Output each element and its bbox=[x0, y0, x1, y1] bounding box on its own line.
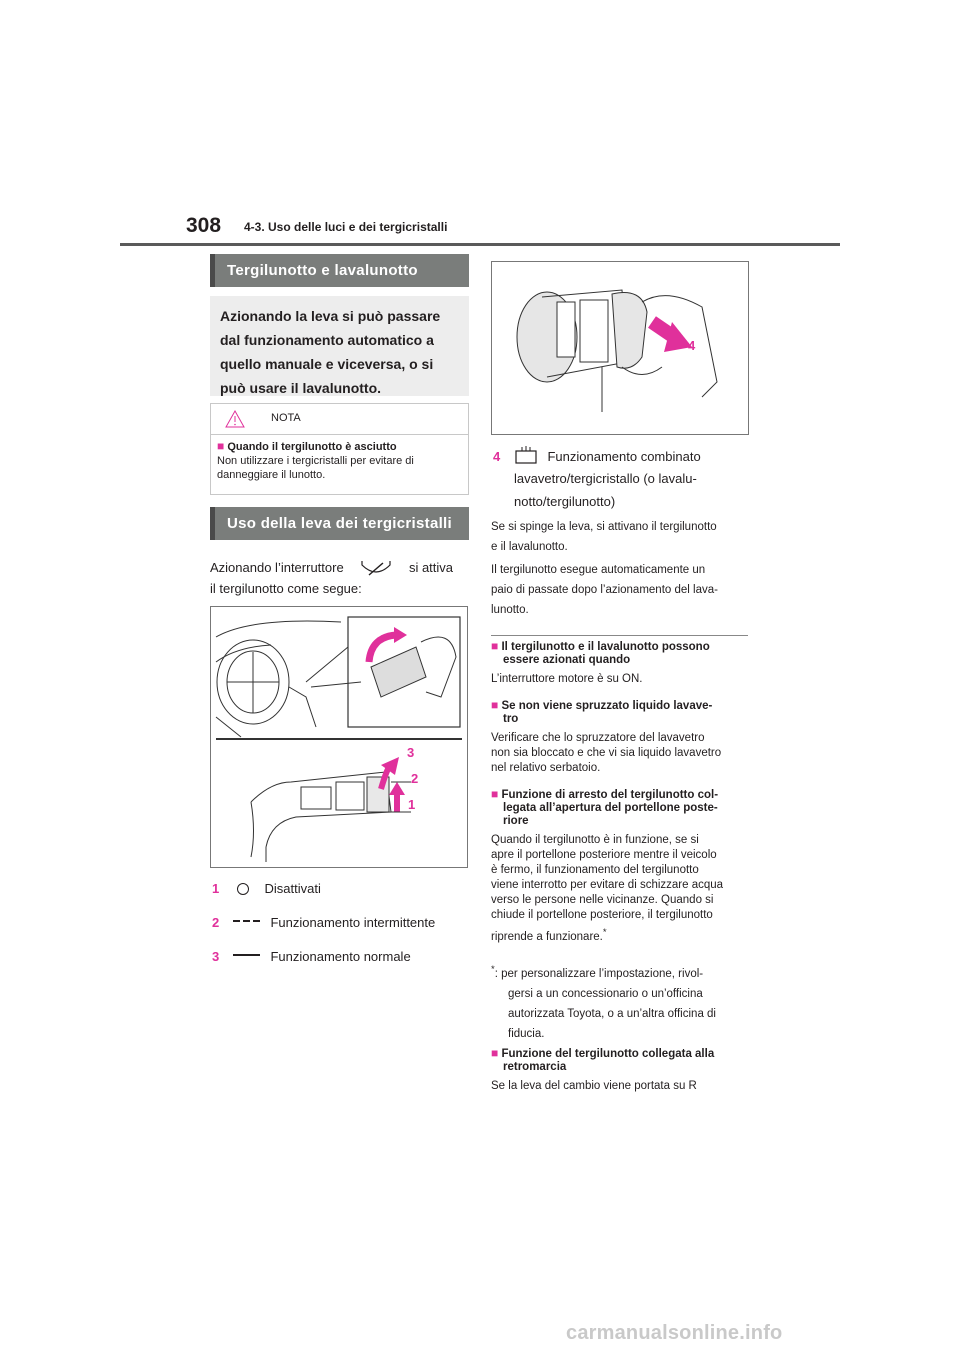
item-4 bbox=[493, 446, 753, 467]
note-3-body-5: verso le persone nelle vicinanze. Quando si bbox=[491, 894, 714, 906]
note-2 bbox=[491, 699, 721, 776]
footnote-marker: * bbox=[602, 927, 607, 938]
washer-icon bbox=[514, 446, 538, 464]
list-text-2: Funzionamento intermittente bbox=[270, 915, 436, 930]
instruction-part-a: Azionando l’interruttore bbox=[210, 560, 344, 575]
rear-wiper-switch-icon bbox=[359, 559, 393, 579]
para-2-b: paio di passate dopo l’azionamento del lava- bbox=[491, 584, 718, 596]
title-uso-leva: Uso della leva dei tergicristalli bbox=[210, 507, 469, 540]
intro-box: Azionando la leva si può passare dal funzionamento automatico a quello manuale e viceversa, o si può usare il lavalunotto. bbox=[210, 296, 469, 396]
note-2-body-2: non sia bloccato e che vi sia liquido lavavetro bbox=[491, 747, 722, 759]
watermark: carmanualsonline.info bbox=[566, 1322, 783, 1344]
footnote-line-3: autorizzata Toyota, o a un’altra officina di bbox=[508, 1007, 716, 1020]
nota-box bbox=[210, 403, 469, 495]
item-4-line2: lavavetro/tergicristallo (o lavalu- bbox=[514, 471, 697, 486]
note-3-body-3: è fermo, il funzionamento del tergilunotto bbox=[491, 864, 699, 876]
note-2-body-1: Verificare che lo spruzzatore del lavavetro bbox=[491, 732, 705, 744]
list-text-1: Disattivati bbox=[264, 881, 321, 896]
item-4-line3: notto/tergilunotto) bbox=[514, 494, 616, 509]
figure-wiper-lever bbox=[210, 606, 468, 868]
footnote-line-1: : per personalizzare l’impostazione, rivol- bbox=[494, 967, 704, 980]
square-bullet-icon: ■ bbox=[491, 787, 499, 801]
footnote-line-2: gersi a un concessionario o un’officina bbox=[508, 987, 703, 1000]
note-1 bbox=[491, 640, 710, 687]
footnote bbox=[491, 960, 716, 1044]
wiper-lever-illustration bbox=[211, 607, 467, 867]
para-1 bbox=[491, 517, 717, 557]
instruction-part-b: si attiva bbox=[408, 560, 454, 575]
note-3-head-2: legata all’apertura del portellone poste- bbox=[503, 802, 718, 814]
square-bullet-icon: ■ bbox=[491, 698, 499, 712]
note-4-head-2: retromarcia bbox=[503, 1061, 567, 1073]
square-bullet-icon: ■ bbox=[491, 1046, 499, 1060]
note-1-head-2: essere azionati quando bbox=[503, 654, 631, 666]
note-3-body-6: chiude il portellone posteriore, il tergilunotto bbox=[491, 909, 713, 921]
square-bullet-icon: ■ bbox=[217, 439, 225, 453]
warning-icon bbox=[225, 410, 245, 428]
item-4-line1: Funzionamento combinato bbox=[547, 449, 701, 464]
note-3-body-1: Quando il tergilunotto è in funzione, se si bbox=[491, 834, 699, 846]
note-3-body-2: apre il portellone posteriore mentre il veicolo bbox=[491, 849, 717, 861]
nota-header bbox=[211, 404, 468, 435]
note-4-body: Se la leva del cambio viene portata su R bbox=[491, 1080, 697, 1092]
footnote-line-4: fiducia. bbox=[508, 1027, 545, 1040]
fig-label-1: 1 bbox=[408, 797, 416, 812]
note-3-head-1: Funzione di arresto del tergilunotto col- bbox=[501, 789, 719, 801]
item-4-num: 4 bbox=[493, 449, 501, 464]
page-number: 308 bbox=[186, 214, 222, 237]
nota-label: NOTA bbox=[271, 412, 301, 424]
note-3-body-4: viene interrotto per evitare di schizzare acqua bbox=[491, 879, 724, 891]
instruction-text bbox=[210, 558, 472, 599]
note-4-head-1: Funzione del tergilunotto collegata alla bbox=[501, 1048, 715, 1060]
fig-label-2: 2 bbox=[411, 771, 419, 786]
para-1-b: e il lavalunotto. bbox=[491, 541, 568, 553]
list-item-1 bbox=[212, 879, 321, 899]
note-1-head-1: Il tergilunotto e il lavalunotto possono bbox=[501, 641, 710, 653]
note-2-head-1: Se non viene spruzzato liquido lavave- bbox=[501, 700, 713, 712]
para-2-a: Il tergilunotto esegue automaticamente un bbox=[491, 564, 706, 576]
list-num-2: 2 bbox=[212, 915, 220, 930]
title-tergilunotto: Tergilunotto e lavalunotto bbox=[210, 254, 469, 287]
nota-text: Non utilizzare i tergicristalli per evitare di danneggiare il lunotto. bbox=[217, 455, 414, 481]
header-rule bbox=[120, 243, 840, 246]
section-heading: 4-3. Uso delle luci e dei tergicristalli bbox=[244, 220, 448, 234]
figure-washer-push bbox=[491, 261, 749, 435]
para-2 bbox=[491, 560, 718, 620]
list-num-3: 3 bbox=[212, 949, 220, 964]
normal-icon bbox=[233, 952, 261, 958]
para-1-a: Se si spinge la leva, si attivano il tergilunotto bbox=[491, 521, 717, 533]
square-bullet-icon: ■ bbox=[491, 639, 499, 653]
list-num-1: 1 bbox=[212, 881, 220, 896]
note-3-body-7: riprende a funzionare. bbox=[491, 930, 603, 943]
list-item-2 bbox=[212, 913, 435, 933]
note-3 bbox=[491, 788, 723, 947]
note-3-head-3: riore bbox=[503, 815, 529, 827]
footnote-star: * bbox=[491, 964, 495, 975]
list-text-3: Funzionamento normale bbox=[270, 949, 411, 964]
note-2-body-3: nel relativo serbatoio. bbox=[491, 762, 601, 774]
note-2-head-2: tro bbox=[503, 713, 519, 725]
note-1-body: L’interruttore motore è su ON. bbox=[491, 673, 643, 685]
fig-label-4: 4 bbox=[688, 338, 696, 353]
note-divider bbox=[491, 635, 748, 636]
off-icon bbox=[237, 883, 249, 895]
nota-heading: Quando il tergilunotto è asciutto bbox=[227, 441, 397, 453]
washer-lever-illustration bbox=[492, 262, 748, 434]
list-item-3 bbox=[212, 947, 411, 967]
intermittent-icon bbox=[233, 918, 261, 924]
note-4 bbox=[491, 1047, 714, 1094]
instruction-part-c: il tergilunotto come segue: bbox=[210, 580, 362, 596]
fig-label-3: 3 bbox=[407, 745, 415, 760]
para-2-c: lunotto. bbox=[491, 604, 529, 616]
